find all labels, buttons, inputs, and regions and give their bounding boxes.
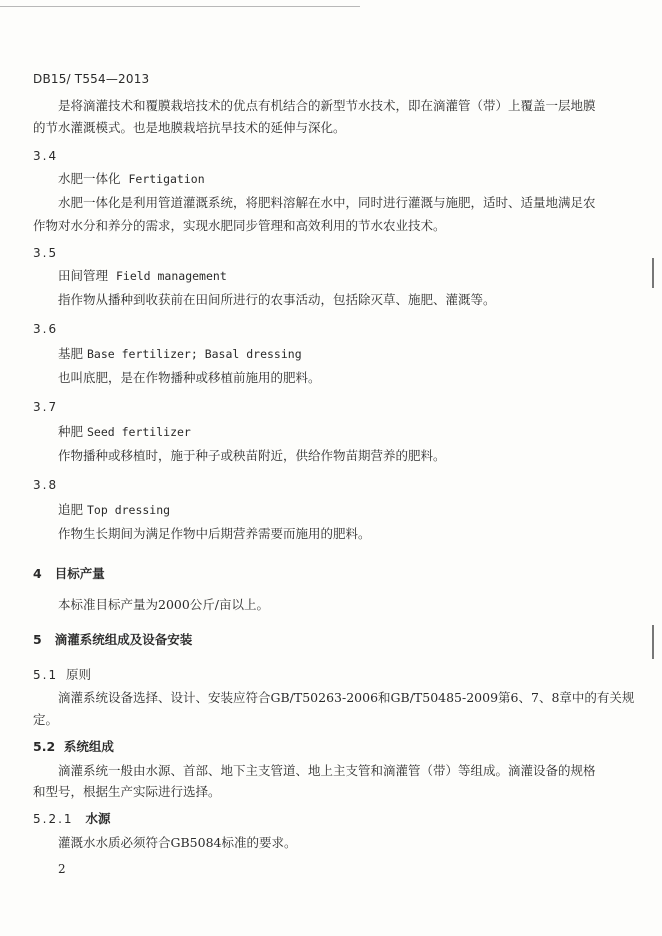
chapter-number: 5 [33, 632, 42, 647]
chapter-heading [33, 633, 192, 647]
body-text: 本标准目标产量为2000公斤/亩以上。 [58, 597, 270, 612]
chapter-number: 4 [33, 566, 42, 581]
term-zh: 追肥 [58, 502, 84, 517]
scan-margin-mark [652, 258, 654, 288]
term-en: Top dressing [87, 503, 171, 517]
chapter-heading [33, 567, 105, 581]
subsection-number: 5.2.1 [33, 812, 74, 826]
term-en: Base fertilizer; Basal dressing [87, 347, 302, 361]
definition-line: 作物对水分和养分的需求，实现水肥同步管理和高效利用的节水农业技术。 [33, 218, 446, 233]
definition-line: 水肥一体化是利用管道灌溉系统，将肥料溶解在水中，同时进行灌溉与施肥，适时、适量地满足农 [58, 195, 596, 210]
definition-line: 也叫底肥，是在作物播种或移植前施用的肥料。 [58, 370, 321, 385]
term-en: Seed fertilizer [87, 425, 191, 439]
section-number: 3.7 [33, 400, 59, 414]
intro-line-1: 是将滴灌技术和覆膜栽培技术的优点有机结合的新型节水技术，即在滴灌管（带）上覆盖一层地膜 [58, 98, 596, 113]
definition-line: 作物生长期间为满足作物中后期营养需要而施用的肥料。 [58, 526, 371, 541]
term-heading [58, 503, 170, 517]
body-text: 定。 [33, 712, 59, 727]
term-heading [58, 425, 191, 439]
term-zh: 种肥 [58, 424, 84, 439]
definition-line: 作物播种或移植时，施于种子或秧苗附近，供给作物苗期营养的肥料。 [58, 448, 446, 463]
term-en: Field management [115, 269, 227, 283]
document-code: DB15/ T554—2013 [33, 72, 150, 86]
term-zh: 基肥 [58, 346, 84, 361]
subsection-heading [33, 668, 91, 682]
subsection-heading [33, 740, 114, 754]
subsection-title: 原则 [66, 667, 92, 682]
section-number: 3.5 [33, 246, 59, 260]
body-text: 滴灌系统一般由水源、首部、地下主支管道、地上主支管和滴灌管（带）等组成。滴灌设备的规格 [58, 763, 596, 778]
body-text: 和型号，根据生产实际进行选择。 [33, 784, 221, 799]
term-en: Fertigation [128, 172, 205, 186]
subsection-number: 5.1 [33, 668, 59, 682]
section-number: 3.4 [33, 149, 59, 163]
page-number: 2 [58, 862, 66, 876]
subsection-heading [33, 812, 110, 826]
chapter-title: 滴灌系统组成及设备安装 [54, 632, 193, 647]
body-text: 灌溉水水质必须符合GB5084标准的要求。 [58, 835, 297, 850]
term-zh: 水肥一体化 [58, 171, 121, 186]
definition-line: 指作物从播种到收获前在田间所进行的农事活动，包括除灭草、施肥、灌溉等。 [58, 292, 496, 307]
subsection-number: 5.2 [33, 739, 56, 754]
chapter-title: 目标产量 [54, 566, 105, 581]
top-rule [0, 6, 360, 7]
scan-margin-mark [652, 625, 654, 659]
intro-line-2: 的节水灌溉模式。也是地膜栽培抗旱技术的延伸与深化。 [33, 120, 346, 135]
term-heading [58, 269, 227, 283]
term-heading [58, 347, 302, 361]
term-heading [58, 172, 205, 186]
section-number: 3.6 [33, 322, 59, 336]
section-number: 3.8 [33, 478, 59, 492]
term-zh: 田间管理 [58, 268, 109, 283]
subsection-title: 系统组成 [63, 739, 114, 754]
body-text: 滴灌系统设备选择、设计、安装应符合GB/T50263-2006和GB/T50485-2009第6、7、8章中的有关规 [58, 690, 635, 705]
subsection-title: 水源 [85, 811, 111, 826]
